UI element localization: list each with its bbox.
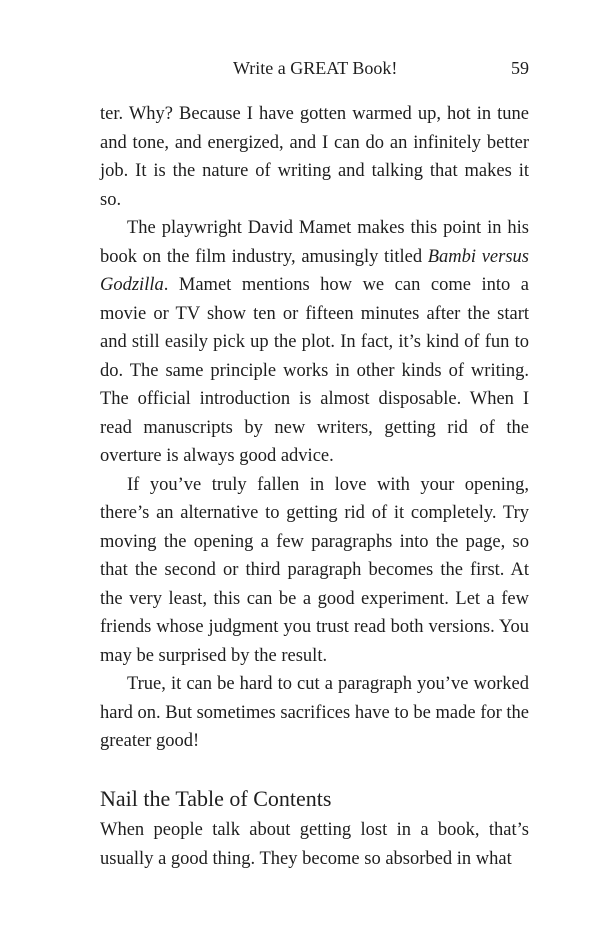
paragraph-alternative: If you’ve truly fallen in love with your opening, there’s an alternative to getting rid of it completely. Try moving the opening a few paragraphs into the page, so that the second or third paragraph becomes the first. At the very least, this can be a good experiment. Let a few friends whose judgment you trust read both versions. You may be surprised by the result.: [100, 474, 529, 666]
body-text: [100, 100, 529, 756]
section-paragraph: When people talk about getting lost in a book, that’s usually a good thing. They become so absorbed in what: [100, 820, 529, 869]
book-title-italic: Bambi versus Godzilla: [100, 246, 529, 295]
paragraph-mamet: [100, 214, 529, 471]
paragraph-continued: ter. Why? Because I have gotten warmed up, hot in tune and tone, and energized, and I can do an infinitely better job. It is the nature of writing and talking that makes it so.: [100, 104, 529, 210]
page-number: 59: [511, 58, 529, 78]
running-header: [100, 56, 529, 80]
section-heading: Nail the Table of Contents: [100, 786, 332, 811]
running-title: Write a GREAT Book!: [233, 58, 398, 78]
paragraph-text: The playwright David Mamet makes this point in his book on the film industry, amusingly titled: [100, 218, 529, 267]
paragraph-sacrifices: True, it can be hard to cut a paragraph you’ve worked hard on. But sometimes sacrifices have to be made for the greater good!: [100, 674, 529, 751]
paragraph-text: . Mamet mentions how we can come into a movie or TV show ten or fifteen minutes after the start and still easily pick up the plot. In fact, it’s kind of fun to do. The same principle works in other kinds of writing. The official introduction is almost disposable. When I read manuscripts by new writers, getting rid of the overture is always good advice.: [100, 275, 529, 466]
section-text: [100, 816, 529, 873]
